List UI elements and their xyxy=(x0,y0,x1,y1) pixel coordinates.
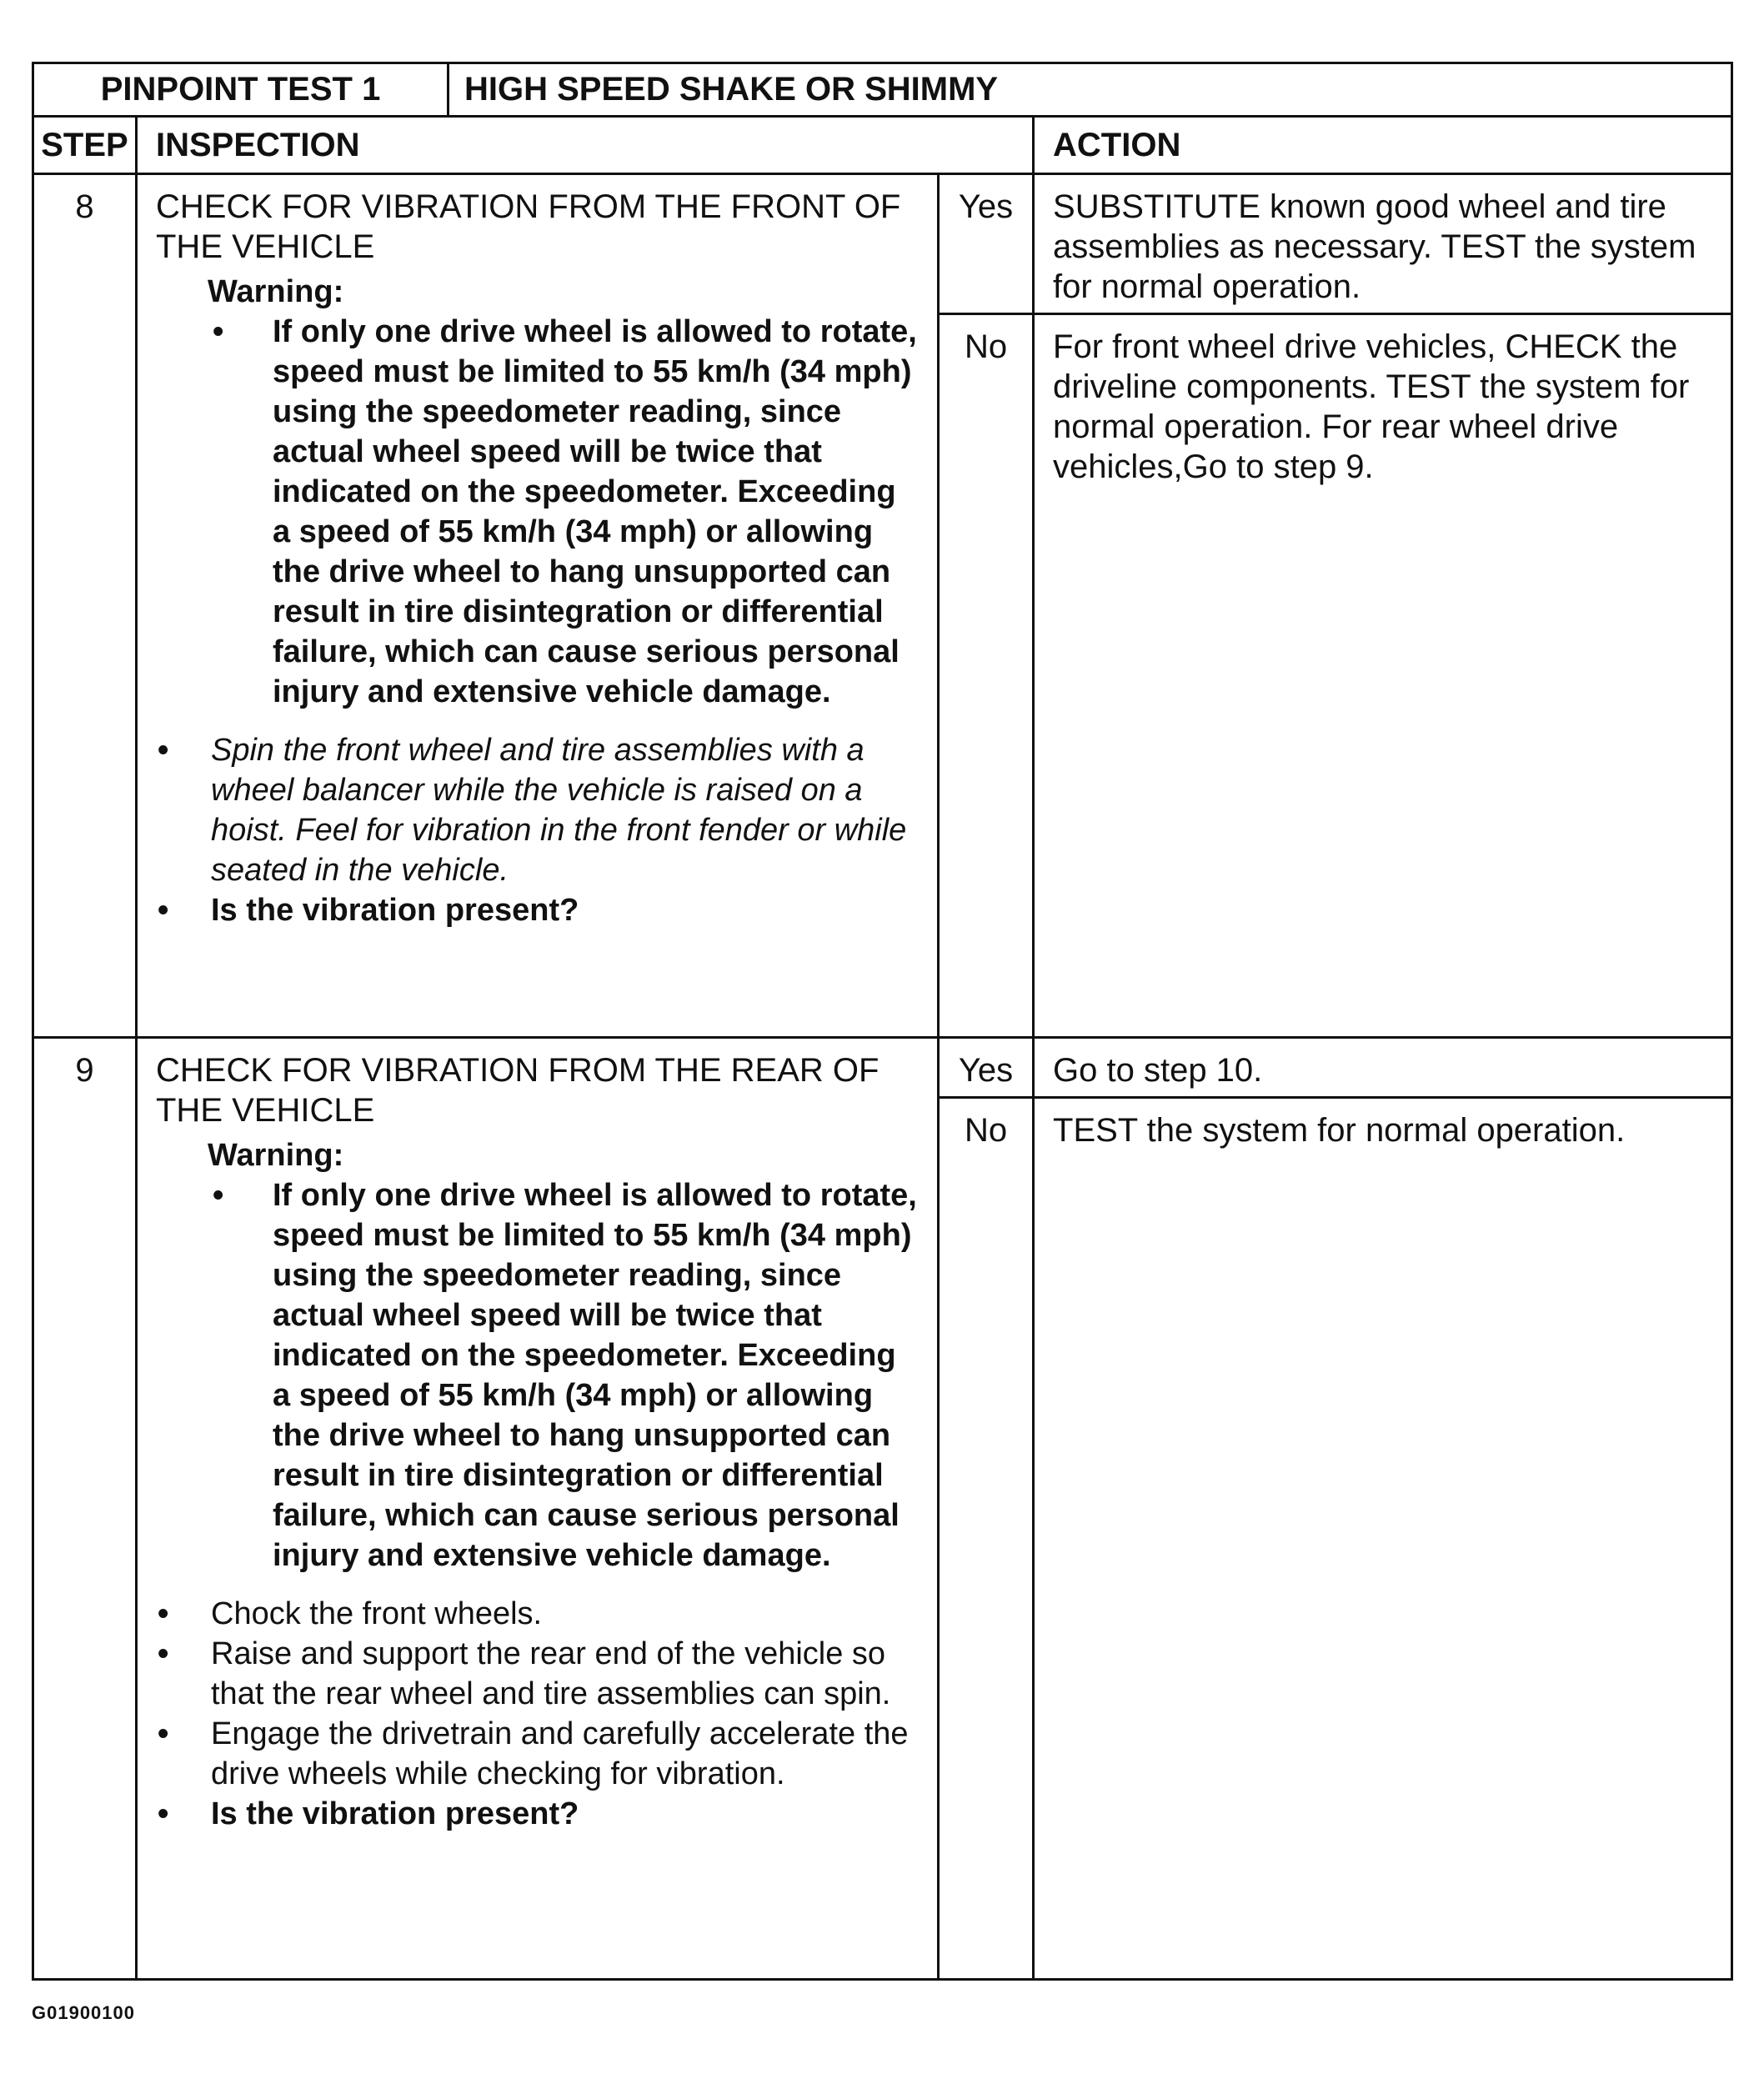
bullet-icon: • xyxy=(158,733,169,768)
no-action: TEST the system for normal operation. xyxy=(1034,1098,1732,1980)
instruction-text: Engage the drivetrain and carefully accelerate the drive wheels while checking for vibration. xyxy=(211,1716,909,1791)
step-heading: CHECK FOR VIBRATION FROM THE REAR OF THE VEHICLE xyxy=(156,1052,879,1129)
warning-item xyxy=(213,1175,922,1576)
instruction-list xyxy=(156,1594,922,1834)
step-header: STEP xyxy=(33,117,137,174)
step-8-yes-row xyxy=(33,174,1732,314)
title-row xyxy=(33,63,1732,117)
no-label: No xyxy=(939,314,1034,1038)
yes-action: SUBSTITUTE known good wheel and tire assemblies as necessary. TEST the system for normal operation. xyxy=(1034,174,1732,314)
warning-list xyxy=(213,1175,922,1576)
step-9-yes-row xyxy=(33,1038,1732,1098)
step-heading: CHECK FOR VIBRATION FROM THE FRONT OF THE VEHICLE xyxy=(156,188,901,265)
figure-id: G01900100 xyxy=(32,2002,135,2023)
yes-label: Yes xyxy=(939,1038,1034,1098)
no-action: For front wheel drive vehicles, CHECK the driveline components. TEST the system for normal operation. For rear wheel drive vehicles,Go to step 9. xyxy=(1034,314,1732,1038)
pinpoint-test-label: PINPOINT TEST 1 xyxy=(33,63,449,117)
action-header: ACTION xyxy=(1034,117,1732,174)
pinpoint-test-title: HIGH SPEED SHAKE OR SHIMMY xyxy=(449,63,1732,117)
warning-list xyxy=(213,312,922,712)
step-8-inspection xyxy=(137,174,939,1038)
instruction-list xyxy=(156,730,922,930)
step-9-inspection xyxy=(137,1038,939,1980)
question-text: Is the vibration present? xyxy=(211,893,579,928)
instruction-item xyxy=(156,1594,922,1634)
warning-text: If only one drive wheel is allowed to rotate, speed must be limited to 55 km/h (34 mph) using the speedometer reading, since actual wheel speed will be twice that indicated on the speedometer. Exceeding a speed of 55 km/h (34 mph) or allowing the drive wheel to hang unsupported can result in tire disintegration or differential failure, which can cause serious personal injury and extensive vehicle damage. xyxy=(273,314,917,709)
step-number: 8 xyxy=(33,174,137,1038)
question-item xyxy=(156,1794,922,1834)
bullet-icon: • xyxy=(213,314,224,349)
instruction-item xyxy=(156,1634,922,1714)
instruction-text: Spin the front wheel and tire assemblies with a wheel balancer while the vehicle is raised on a hoist. Feel for vibration in the front fender or while seated in the vehicle. xyxy=(211,733,907,888)
pinpoint-test-table xyxy=(32,62,1733,1981)
question-item xyxy=(156,890,922,930)
warning-label: Warning: xyxy=(208,274,344,309)
yes-action: Go to step 10. xyxy=(1034,1038,1732,1098)
warning-item xyxy=(213,312,922,712)
bullet-icon: • xyxy=(158,1636,169,1671)
step-number: 9 xyxy=(33,1038,137,1980)
yes-label: Yes xyxy=(939,174,1034,314)
instruction-text: Chock the front wheels. xyxy=(211,1596,543,1631)
bullet-icon: • xyxy=(213,1178,224,1213)
bullet-icon: • xyxy=(158,1716,169,1751)
instruction-item xyxy=(156,730,922,890)
bullet-icon: • xyxy=(158,1796,169,1831)
question-text: Is the vibration present? xyxy=(211,1796,579,1831)
instruction-item xyxy=(156,1714,922,1794)
no-label: No xyxy=(939,1098,1034,1980)
warning-text: If only one drive wheel is allowed to rotate, speed must be limited to 55 km/h (34 mph) using the speedometer reading, since actual wheel speed will be twice that indicated on the speedometer. Exceeding a speed of 55 km/h (34 mph) or allowing the drive wheel to hang unsupported can result in tire disintegration or differential failure, which can cause serious personal injury and extensive vehicle damage. xyxy=(273,1178,917,1573)
inspection-header: INSPECTION xyxy=(137,117,1034,174)
column-header-row xyxy=(33,117,1732,174)
bullet-icon: • xyxy=(158,893,169,928)
bullet-icon: • xyxy=(158,1596,169,1631)
instruction-text: Raise and support the rear end of the vehicle so that the rear wheel and tire assemblies can spin. xyxy=(211,1636,891,1711)
warning-label: Warning: xyxy=(208,1138,344,1173)
pinpoint-test-sheet xyxy=(32,62,1731,1981)
